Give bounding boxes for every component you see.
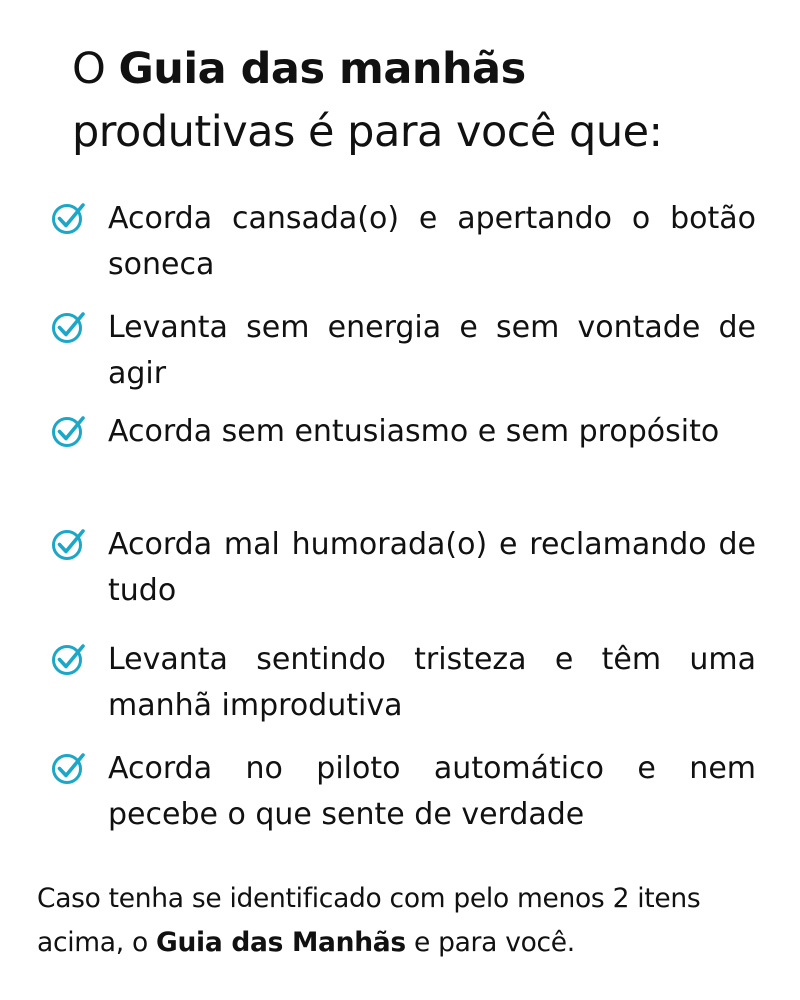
item-text: Acorda no piloto automático e nem pecebe o que sente de verdade bbox=[108, 751, 756, 832]
item-text: Levanta sentindo tristeza e têm uma manhã improdutiva bbox=[108, 642, 756, 723]
footer-before: Caso tenha se identificado com pelo menos 2 itens acima, o bbox=[37, 883, 701, 958]
headline-bold: Guia das manhãs bbox=[118, 44, 526, 94]
footer-text bbox=[37, 877, 767, 965]
item-text: Acorda mal humorada(o) e reclamando de tudo bbox=[108, 527, 756, 608]
check-circle-icon bbox=[50, 201, 92, 237]
footer-after: e para você. bbox=[405, 927, 575, 958]
check-circle-icon bbox=[50, 414, 92, 450]
headline-prefix: O bbox=[72, 44, 119, 94]
check-circle-icon bbox=[50, 527, 92, 563]
item-text: Acorda sem entusiasmo e sem propósito bbox=[108, 414, 720, 449]
check-circle-icon bbox=[50, 642, 92, 678]
footer-bold: Guia das Manhãs bbox=[156, 927, 406, 958]
item-text: Levanta sem energia e sem vontade de agir bbox=[108, 310, 756, 391]
headline bbox=[72, 38, 772, 164]
check-circle-icon bbox=[50, 310, 92, 346]
check-circle-icon bbox=[50, 751, 92, 787]
headline-rest: produtivas é para você que: bbox=[72, 107, 663, 157]
item-text: Acorda cansada(o) e apertando o botão soneca bbox=[108, 201, 756, 282]
